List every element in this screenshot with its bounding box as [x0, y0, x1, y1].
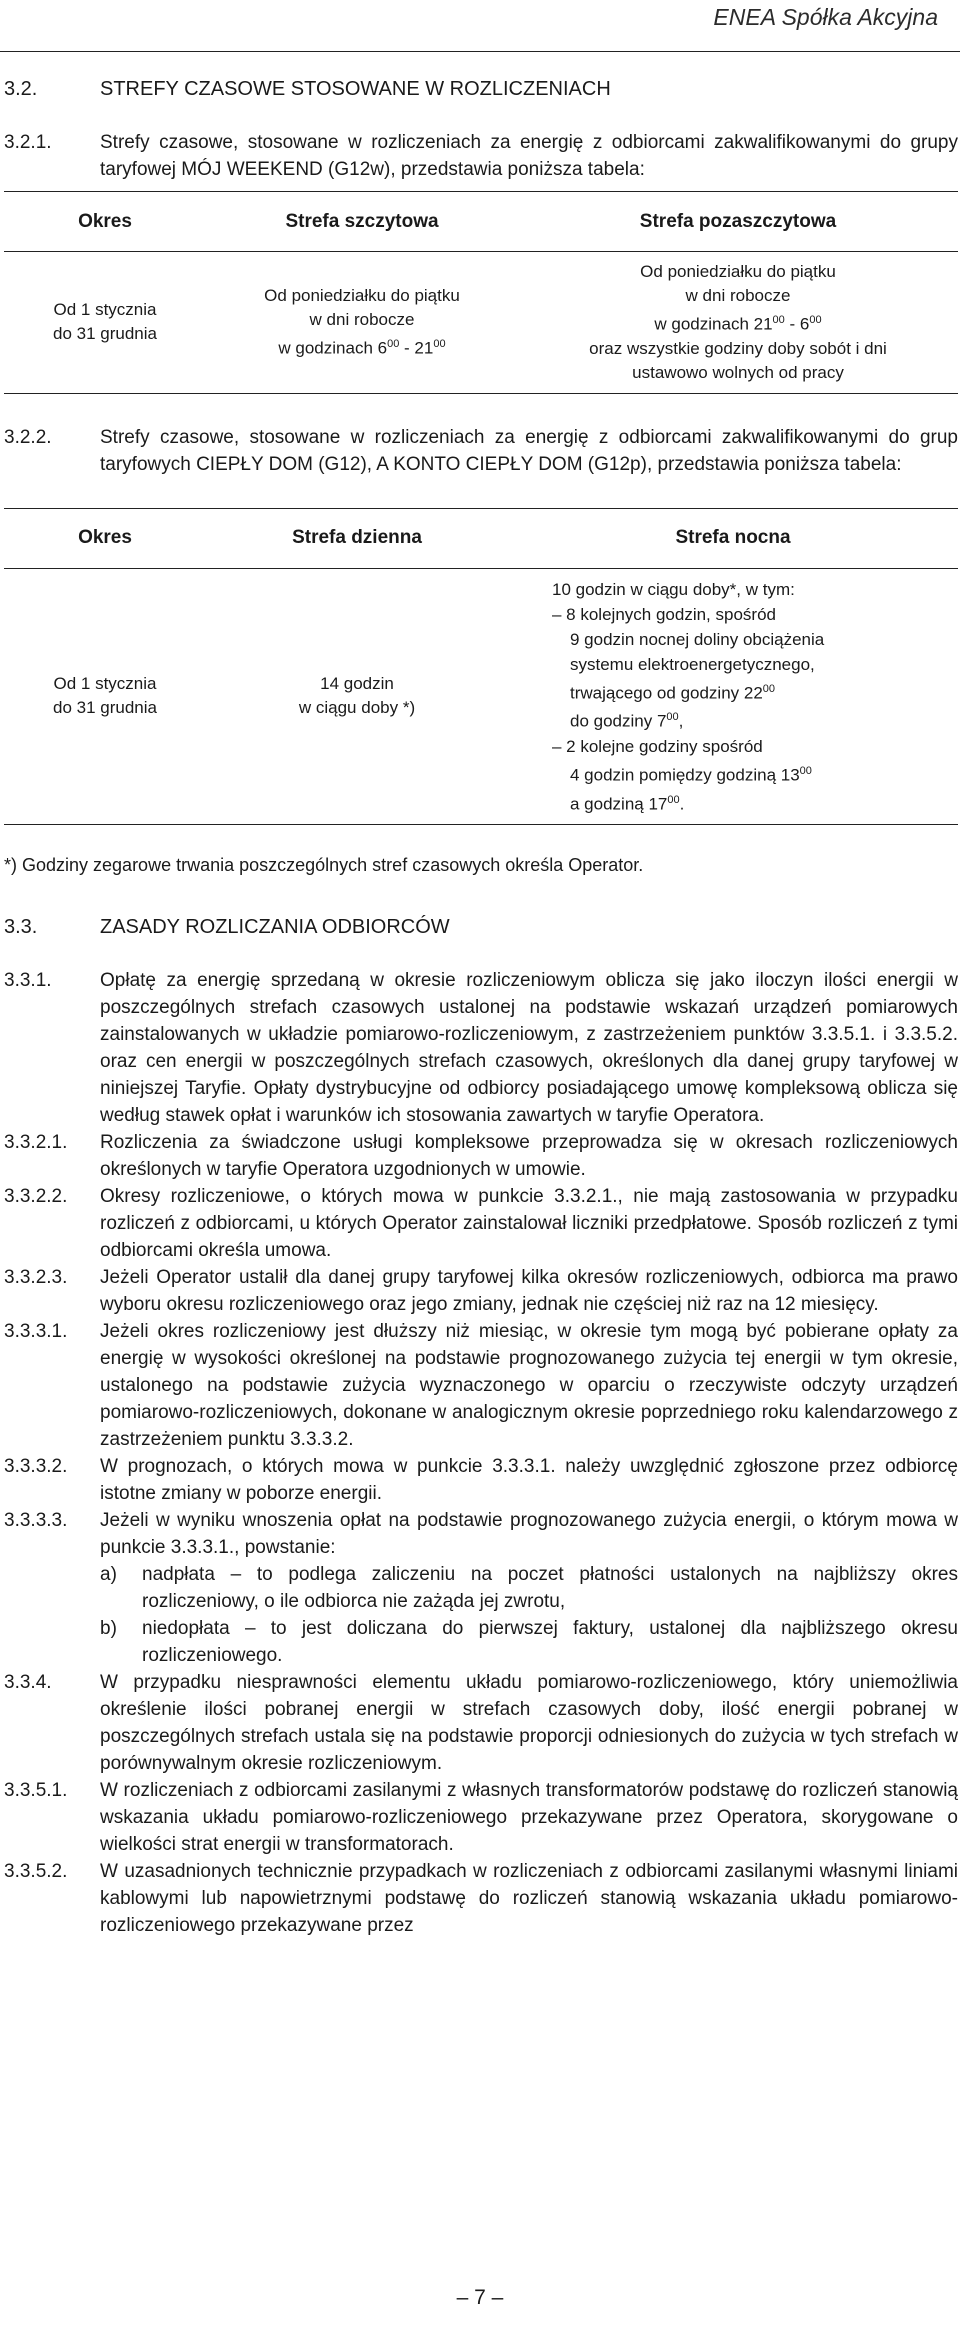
- superscript: 00: [433, 338, 446, 350]
- paragraph-text: Rozliczenia za świadczone usługi kompleksowe przeprowadza się w okresach rozliczeniowych określonych w taryfie Operatora uzgodnionych w umowie.: [100, 1132, 958, 1181]
- cell-line: [552, 788, 952, 817]
- paragraph-text: W przypadku niesprawności elementu układu pomiarowo-rozliczeniowego, który uniemożliwia określenie ilości pobranej energii w strefach czasowych doby, ilość energii pobranej w poszczególnych strefach ustala się na podstawie proporcji odniesionych do zużycia w tych strefach w porównywalnym okresie rozliczeniowym.: [100, 1672, 958, 1775]
- paragraph-text: Strefy czasowe, stosowane w rozliczeniach za energię z odbiorcami zakwalifikowanymi do grup taryfowych CIEPŁY DOM (G12), A KONTO CIEPŁY DOM (G12p), przedstawia poniższa tabela:: [100, 426, 958, 475]
- paragraph-3-3-3-2: [4, 1453, 958, 1507]
- cell-line: [552, 677, 952, 706]
- list-marker: a): [100, 1564, 117, 1586]
- superscript: 00: [387, 338, 400, 350]
- list-item: [100, 1561, 958, 1615]
- table-row: [4, 252, 958, 394]
- section-title: ZASADY ROZLICZANIA ODBIORCÓW: [100, 916, 450, 939]
- superscript: 00: [666, 711, 679, 724]
- paragraph-3-3-2-2: [4, 1183, 958, 1264]
- superscript: 00: [772, 314, 785, 326]
- text: - 6: [784, 314, 810, 334]
- paragraph-3-2-2: [4, 424, 958, 478]
- paragraph-number: 3.3.2.3.: [4, 1267, 68, 1289]
- list-text: nadpłata – to podlega zaliczeniu na poczet płatności ustalonych na najbliższy okres rozliczeniowy, o ile odbiorca nie zażąda jej zwrotu,: [142, 1564, 958, 1613]
- paragraph-number: 3.3.3.1.: [4, 1321, 68, 1343]
- cell-okres: [4, 252, 206, 394]
- paragraph-number: 3.2.2.: [4, 426, 52, 448]
- paragraph-3-3-1: [4, 967, 958, 1129]
- text: .: [679, 794, 685, 814]
- section-title: STREFY CZASOWE STOSOWANE W ROZLICZENIACH: [100, 78, 611, 100]
- section-heading-3-3: [4, 916, 958, 939]
- table-g12w: [4, 191, 958, 394]
- text: 4 godzin pomiędzy godziną 13: [570, 765, 800, 785]
- col-header-night: Strefa nocna: [508, 508, 958, 568]
- cell-line: [552, 705, 952, 734]
- paragraph-number: 3.3.5.2.: [4, 1861, 68, 1883]
- cell-line: oraz wszystkie godziny doby sobót i dni: [589, 338, 887, 358]
- col-header-offpeak: Strefa pozaszczytowa: [518, 192, 958, 252]
- cell-line: 10 godzin w ciągu doby*, w tym:: [552, 579, 795, 599]
- col-header-peak: Strefa szczytowa: [206, 192, 518, 252]
- paragraph-3-3-5-2: [4, 1858, 958, 1939]
- paragraph-3-2-1: [4, 129, 958, 183]
- section-number: 3.3.: [4, 916, 38, 939]
- paragraph-text: W uzasadnionych technicznie przypadkach w rozliczeniach z odbiorcami zasilanymi własnymi liniami kablowymi lub napowietrznymi podstawę do rozliczeń stanowią wskazania układu pomiarowo-rozliczeniowego przekazywane przez: [100, 1861, 958, 1937]
- cell-peak: [206, 252, 518, 394]
- paragraph-3-3-2-3: [4, 1264, 958, 1318]
- cell-line: 14 godzin: [320, 674, 394, 694]
- cell-day: [206, 568, 508, 825]
- table-header-row: [4, 192, 958, 252]
- cell-line: w dni robocze: [309, 310, 415, 329]
- paragraph-number: 3.3.3.3.: [4, 1510, 68, 1532]
- cell-line: – 2 kolejne godziny spośród: [552, 736, 763, 756]
- list-marker: b): [100, 1618, 117, 1640]
- paragraph-number: 3.3.1.: [4, 970, 52, 992]
- cell-night: [508, 568, 958, 825]
- cell-line: [524, 308, 952, 337]
- table-row: [4, 568, 958, 825]
- cell-offpeak: [518, 252, 958, 394]
- list-item: [100, 1615, 958, 1669]
- page-header: [0, 0, 960, 52]
- cell-okres: [4, 568, 206, 825]
- cell-line: w dni robocze: [685, 286, 791, 305]
- paragraph-number: 3.3.2.1.: [4, 1132, 68, 1154]
- company-name: ENEA Spółka Akcyjna: [713, 4, 938, 30]
- superscript: 00: [667, 793, 680, 806]
- paragraph-number: 3.3.2.2.: [4, 1186, 68, 1208]
- footnote: *) Godziny zegarowe trwania poszczególnych stref czasowych określa Operator.: [4, 855, 644, 876]
- superscript: 00: [799, 764, 812, 777]
- cell-line: [552, 759, 952, 788]
- paragraph-3-3-3-1: [4, 1318, 958, 1453]
- paragraph-number: 3.3.5.1.: [4, 1780, 68, 1802]
- cell-line: do 31 grudnia: [53, 698, 157, 718]
- cell-line: Od poniedziałku do piątku: [264, 286, 460, 305]
- paragraph-text: Strefy czasowe, stosowane w rozliczeniach za energię z odbiorcami zakwalifikowanymi do grupy taryfowej MÓJ WEEKEND (G12w), przedstawia poniższa tabela:: [100, 132, 958, 180]
- cell-line: – 8 kolejnych godzin, spośród: [552, 604, 776, 624]
- superscript: 00: [762, 682, 776, 695]
- table-header-row: [4, 508, 958, 568]
- paragraph-3-3-2-1: [4, 1129, 958, 1183]
- paragraph-3-3-4: [4, 1669, 958, 1777]
- col-header-day: Strefa dzienna: [206, 508, 508, 568]
- col-header-okres: Okres: [4, 508, 206, 568]
- paragraph-text: Okresy rozliczeniowe, o których mowa w punkcie 3.3.2.1., nie mają zastosowania w przypadku rozliczeń z odbiorcami, u których Operator zainstalował liczniki przedpłatowe. Sposób rozliczeń z tymi odbiorcami określa umowa.: [100, 1186, 958, 1262]
- superscript: 00: [809, 314, 822, 326]
- paragraph-text: W rozliczeniach z odbiorcami zasilanymi z własnych transformatorów podstawę do rozliczeń stanowią wskazania układu pomiarowo-rozliczeniowego przekazywane przez Operatora, skorygowane o wielkości strat energii w transformatorach.: [100, 1780, 958, 1856]
- text: do godziny 7: [570, 711, 667, 731]
- cell-line: Od 1 stycznia: [53, 300, 157, 320]
- paragraph-3-3-3-3: [4, 1507, 958, 1669]
- paragraph-text: Jeżeli Operator ustalił dla danej grupy taryfowej kilka okresów rozliczeniowych, odbiorca ma prawo wyboru okresu rozliczeniowego oraz jego zmiany, jednak nie częściej niż raz na 12 miesięcy.: [100, 1267, 958, 1316]
- cell-line: do 31 grudnia: [53, 324, 157, 344]
- cell-line: ustawowo wolnych od pracy: [632, 362, 844, 382]
- paragraph-text: W prognozach, o których mowa w punkcie 3.3.3.1. należy uwzględnić zgłoszone przez odbiorcę istotne zmiany w poborze energii.: [100, 1456, 958, 1505]
- text: ,: [678, 711, 684, 731]
- paragraph-number: 3.3.4.: [4, 1672, 52, 1694]
- text: w godzinach 21: [654, 314, 773, 334]
- cell-line: Od 1 stycznia: [53, 674, 157, 694]
- paragraph-text: Opłatę za energię sprzedaną w okresie rozliczeniowym oblicza się jako iloczyn ilości energii w poszczególnych strefach czasowych ustalonej na podstawie wskazań urządzeń pomiarowych zainstalowanych w układzie pomiarowo-rozliczeniowym, z zastrzeżeniem punktów 3.3.5.1. i 3.3.5.2. oraz cen energii w poszczególnych strefach czasowych, określonych dla danej grupy taryfowej w niniejszej Taryfie. Opłaty dystrybucyjne od odbiorcy posiadającego umowę kompleksową oblicza się według stawek opłat i warunków ich stosowania zawartych w taryfie Operatora.: [100, 970, 958, 1127]
- section-number: 3.2.: [4, 78, 38, 100]
- paragraph-3-3-5-1: [4, 1777, 958, 1858]
- col-header-okres: Okres: [4, 192, 206, 252]
- text: a godziną 17: [570, 794, 668, 814]
- cell-line: Od poniedziałku do piątku: [640, 262, 836, 281]
- paragraph-number: 3.2.1.: [4, 132, 52, 153]
- cell-line: w ciągu doby *): [298, 698, 416, 718]
- list-text: niedopłata – to jest doliczana do pierwszej faktury, ustalonej dla najbliższego okresu rozliczeniowego.: [142, 1618, 958, 1667]
- section-heading-3-2: [4, 78, 958, 101]
- cell-line: 9 godzin nocnej doliny obciążenia: [570, 629, 825, 649]
- text: - 21: [399, 338, 434, 358]
- cell-line: systemu elektroenergetycznego,: [570, 654, 815, 674]
- paragraph-body: [100, 1507, 958, 1669]
- paragraph-text: Jeżeli okres rozliczeniowy jest dłuższy niż miesiąc, w okresie tym mogą być pobierane opłaty za energię w wysokości określonej na podstawie prognozowanego zużycia tej energii w tym okresie, ustalonego na podstawie zużycia wyznaczonego w oparciu o rzeczywiste odczyty urządzeń pomiarowo-rozliczeniowych, dokonane w analogicznym okresie poprzedniego roku kalendarzowego z zastrzeżeniem punktu 3.3.3.2.: [100, 1321, 958, 1451]
- cell-line: [212, 332, 512, 361]
- paragraph-number: 3.3.3.2.: [4, 1456, 68, 1478]
- page-number: – 7 –: [456, 2286, 504, 2309]
- table-g12: [4, 508, 958, 826]
- text: trwającego od godziny 22: [570, 683, 763, 703]
- paragraph-text: Jeżeli w wyniku wnoszenia opłat na podstawie prognozowanego zużycia energii, o którym mowa w punkcie 3.3.3.1., powstanie:: [100, 1510, 958, 1559]
- page-content: [4, 78, 958, 1939]
- text: w godzinach 6: [278, 338, 388, 358]
